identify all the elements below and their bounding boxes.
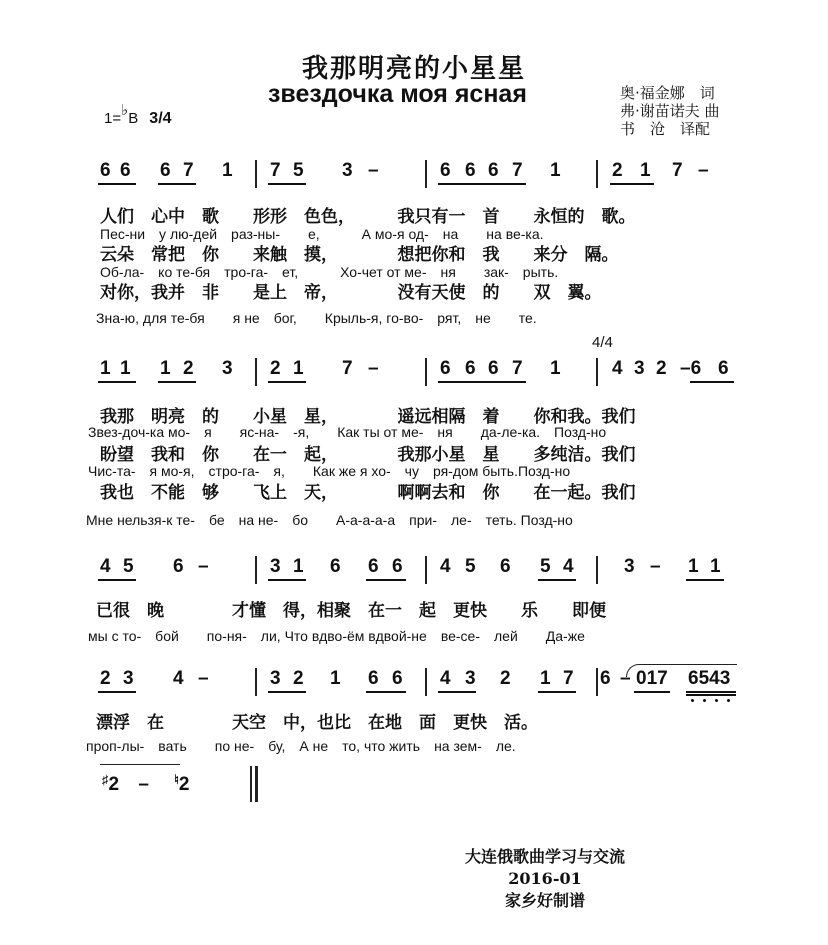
notes-row-1 xyxy=(0,160,828,200)
note: 1 xyxy=(688,556,699,577)
lyric-line: 我那 明亮 的 小星 星， 遥远相隔 着 你和我。我们 xyxy=(100,407,636,427)
footer-line: 家乡好制谱 xyxy=(504,891,585,910)
lyric-line: Зна-ю, для те-бя я не бог, Крыль-я, го-во- рят, не те. xyxy=(96,310,537,326)
footer-line: 2016-01 xyxy=(508,869,582,888)
time-signature: 3/4 xyxy=(149,110,172,127)
lyric-line: 漂浮 在 天空 中，也比 在地 面 更快 活。 xyxy=(96,713,538,733)
dash: – xyxy=(138,774,149,795)
note: 6 xyxy=(488,358,499,379)
key-label: 1= xyxy=(104,110,122,127)
key-signature xyxy=(104,102,172,128)
lyric-line: 盼望 我和 你 在一 起， 我那小星 星 多纯洁。我们 xyxy=(100,445,636,465)
note: 4 xyxy=(440,556,451,577)
note: 1 xyxy=(120,358,131,379)
notes-row-3 xyxy=(0,556,828,596)
note: 6 xyxy=(440,160,451,181)
lyricist-credit: 奥·福金娜 词 xyxy=(620,84,715,102)
note: 7 xyxy=(563,668,574,689)
key-note: B xyxy=(128,110,139,127)
note: 7 xyxy=(672,160,683,181)
composer-credit: 弗·谢苗诺夫 曲 xyxy=(620,102,720,120)
note: 7 xyxy=(270,160,281,181)
note: 1 xyxy=(160,358,171,379)
note: 2 xyxy=(178,774,190,795)
note: 3 xyxy=(270,668,281,689)
note: 6 xyxy=(368,668,379,689)
note: 4 xyxy=(612,358,623,379)
lyric-line: Звез-доч-ка мо- я яс-на- -я, Как ты от ме- ня да-ле-ка. Позд-но xyxy=(88,424,607,440)
note: 6543 xyxy=(688,668,731,689)
note: – xyxy=(368,160,379,181)
note: 1 xyxy=(550,160,561,181)
lyric-line: Об-ла- ко те-бя тро-га- ет, Хо-чет от ме- ня зак- рыть. xyxy=(100,264,559,280)
lyric-line: 人们 心中 歌 形形 色色， 我只有一 首 永恒的 歌。 xyxy=(100,207,636,227)
note: 4 xyxy=(440,668,451,689)
note: 6 xyxy=(120,160,131,181)
note: 2 xyxy=(612,160,623,181)
note: 6 xyxy=(173,556,184,577)
sharp-sign: ♯ xyxy=(102,772,109,787)
note: 1 xyxy=(293,556,304,577)
note: 2 xyxy=(108,774,120,795)
lyric-line: 已很 晚 才懂 得，相聚 在一 起 更快 乐 即便 xyxy=(96,601,606,621)
note: 3 xyxy=(465,668,476,689)
lyric-line: Пес-ни у лю-дей раз-ны- е, А мо-я од- на на ве-ка. xyxy=(100,226,544,242)
meter-change: 4/4 xyxy=(592,334,613,351)
note: 2 xyxy=(270,358,281,379)
note: 6 xyxy=(488,160,499,181)
note: 5 xyxy=(465,556,476,577)
note: 6 xyxy=(440,358,451,379)
note: 3 xyxy=(624,556,635,577)
note: 2 xyxy=(183,358,194,379)
note: 017 xyxy=(636,668,668,689)
note: 6 xyxy=(368,556,379,577)
note: 7 xyxy=(512,160,523,181)
lyric-line: 云朵 常把 你 来触 摸， 想把你和 我 来分 隔。 xyxy=(100,245,619,265)
note: 2 xyxy=(100,668,111,689)
note: 6 xyxy=(465,358,476,379)
note: – xyxy=(368,358,379,379)
note: 7 xyxy=(512,358,523,379)
note: 1 xyxy=(540,668,551,689)
note: 1 xyxy=(640,160,651,181)
note: 6 xyxy=(100,160,111,181)
lyric-line: проп-лы- вать по не- бу, А не то, что жить на зем- ле. xyxy=(86,738,516,754)
note: – xyxy=(198,556,209,577)
lyric-line: мы с то- бой по-ня- ли, Что вдво-ём вдвой-не ве-се- лей Да-же xyxy=(88,628,585,644)
note: 3 xyxy=(342,160,353,181)
note: 1 xyxy=(550,358,561,379)
note: 6 xyxy=(600,668,611,689)
note: 4 xyxy=(563,556,574,577)
note: 2 xyxy=(500,668,511,689)
note: 5 xyxy=(123,556,134,577)
notes-row-2 xyxy=(0,358,828,398)
note: 5 xyxy=(293,160,304,181)
lyric-line: Чис-та- я мо-я, стро-га- я, Как же я хо- чу ря-дом быть.Позд-но xyxy=(88,463,571,479)
lyric-line: 对你，我并 非 是上 帝， 没有天使 的 双 翼。 xyxy=(100,283,602,303)
translator-credit: 书 沧 译配 xyxy=(620,120,711,138)
note: 6 xyxy=(330,556,341,577)
note: 6 xyxy=(392,668,403,689)
note: 5 xyxy=(540,556,551,577)
note: 6 xyxy=(465,160,476,181)
note: 1 xyxy=(293,358,304,379)
note: 7 xyxy=(342,358,353,379)
note: 2 xyxy=(656,358,667,379)
note: –6 xyxy=(680,358,702,379)
note: 3 xyxy=(634,358,645,379)
note: 6 xyxy=(392,556,403,577)
note: 6 xyxy=(500,556,511,577)
note: 1 xyxy=(710,556,721,577)
note: – xyxy=(620,668,631,689)
note: 3 xyxy=(123,668,134,689)
note: 6 xyxy=(160,160,171,181)
note: 2 xyxy=(293,668,304,689)
lyric-line: 我也 不能 够 飞上 天， 啊啊去和 你 在一起。我们 xyxy=(100,483,636,503)
song-title-russian: звездочка моя ясная xyxy=(268,80,527,108)
note: 1 xyxy=(330,668,341,689)
song-title-chinese: 我那明亮的小星星 xyxy=(301,54,526,84)
flat-sign: ♭ xyxy=(121,102,129,119)
note: 3 xyxy=(270,556,281,577)
lyric-line: Мне нельзя-к те- бе на не- бо А-а-а-а-а при- ле- теть. Позд-но xyxy=(86,512,573,528)
footer-line: 大连俄歌曲学习与交流 xyxy=(464,847,625,866)
note: 7 xyxy=(183,160,194,181)
note: 6 xyxy=(718,358,729,379)
note: – xyxy=(198,668,209,689)
note: 1 xyxy=(100,358,111,379)
note: – xyxy=(650,556,661,577)
natural-sign: ♮ xyxy=(174,772,179,787)
note: 4 xyxy=(100,556,111,577)
note: 4 xyxy=(173,668,184,689)
note: 3 xyxy=(222,358,233,379)
note: – xyxy=(698,160,709,181)
ending-measure xyxy=(102,774,189,796)
footer xyxy=(440,846,650,912)
note: 1 xyxy=(222,160,233,181)
